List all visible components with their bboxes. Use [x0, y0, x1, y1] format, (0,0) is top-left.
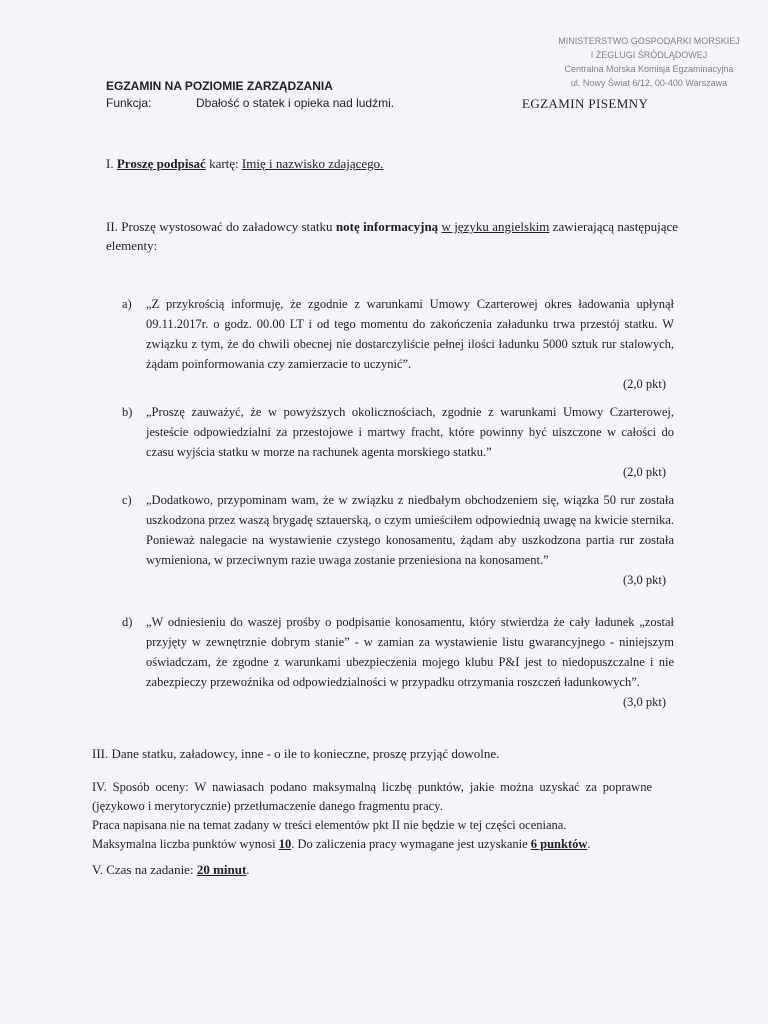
section-1	[106, 154, 686, 173]
section-2	[106, 217, 678, 255]
grading-text: Praca napisana nie na temat zadany w treści elementów pkt II nie będzie w tej części oceniana.	[92, 818, 567, 832]
stamp-line: MINISTERSTWO GOSPODARKI MORSKIEJ	[558, 36, 740, 46]
item-points: (2,0 pkt)	[622, 377, 666, 391]
item-label: b)	[122, 405, 133, 419]
item-text: „Z przykrością informuję, że zgodnie z warunkami Umowy Czarterowej okres ładowania upłynął 09.11.2017r. o godz. 00.00 LT i od tego momentu do zakończenia załadunku trwa przestój statku. W związku z tym, że do chwili obecnej nie dostarczyliście pełnej ilości ładunku 5000 sztuk rur stalowych, żądam poinformowania czy zamierzacie to uczynić”.	[146, 297, 674, 371]
time-limit: 20 minut	[196, 862, 247, 877]
pass-points: 6 punktów	[530, 837, 588, 851]
time-label-end: .	[246, 862, 250, 877]
grading-text-part: . Do zaliczenia pracy wymagane jest uzyskanie	[291, 837, 531, 851]
item-points: (3,0 pkt)	[622, 573, 666, 587]
section-text: Proszę wystosować do załadowcy statku	[117, 219, 336, 234]
exam-title: EGZAMIN NA POZIOMIE ZARZĄDZANIA	[106, 79, 333, 93]
section-4	[92, 778, 652, 854]
grading-text: IV. Sposób oceny: W nawiasach podano maksymalną liczbę punktów, jakie można uzyskać za poprawne (językowo i merytorycznie) przetłumaczenie danego fragmentu pracy.	[92, 780, 652, 813]
grading-text	[92, 835, 652, 854]
section-number: II.	[106, 219, 118, 234]
task-item-a	[122, 294, 674, 394]
sign-instruction: Proszę podpisać	[116, 156, 206, 171]
grading-text-part: Maksymalna liczba punktów wynosi	[92, 837, 279, 851]
item-text: „W odniesieniu do waszej prośby o podpisanie konosamentu, który stwierdza że cały ładunek „został przyjęty w zewnętrznie dobrym stanie” - w zamian za wystawienie listu gwarancyjnego - niniejszym oświadczam, że zgodne z warunkami ubezpieczenia mojego klubu P&I jest to niedopuszczalne i nie zabezpieczy przewoźnika od odpowiedzialności w przypadku otrzymania roszczeń ładunkowych”.	[146, 615, 674, 689]
stamp-line: Centralna Morska Komisja Egzaminacyjna	[564, 64, 734, 74]
section-3: III. Dane statku, załadowcy, inne - o ile to konieczne, proszę przyjąć dowolne.	[92, 746, 500, 761]
section-number: I.	[106, 156, 114, 171]
stamp-line: ul. Nowy Świat 6/12, 00-400 Warszawa	[570, 78, 728, 88]
item-points: (3,0 pkt)	[622, 695, 666, 709]
function-value: Dbałość o statek i opieka nad ludźmi.	[196, 96, 395, 110]
stamp-line: I ŻEGLUGI ŚRÓDLĄDOWEJ	[590, 50, 708, 60]
language-requirement: w języku angielskim	[441, 219, 550, 234]
function-label: Funkcja:	[106, 96, 152, 110]
grading-text-part: .	[587, 837, 591, 851]
max-points: 10	[278, 837, 292, 851]
item-text: „Proszę zauważyć, że w powyższych okolicznościach, zgodnie z warunkami Umowy Czarterowej, jesteście odpowiedzialni za przestojowe i martwy fracht, które powinny być uiszczone w całości do czasu wyjścia statku w morze na rachunek agenta morskiego statku.”	[146, 405, 674, 459]
section-text: kartę:	[205, 156, 242, 171]
task-item-d	[122, 612, 674, 712]
section-text: zawierającą następujące elementy:	[106, 219, 678, 253]
ministry-stamp	[538, 34, 760, 90]
function-row	[106, 95, 394, 112]
item-label: c)	[122, 493, 132, 507]
item-points: (2,0 pkt)	[622, 465, 666, 479]
emphasis-text: notę informacyjną	[335, 219, 439, 234]
exam-type: EGZAMIN PISEMNY	[522, 96, 649, 111]
time-label: V. Czas na zadanie:	[92, 862, 197, 877]
exam-header	[106, 78, 394, 112]
item-label: a)	[122, 297, 132, 311]
item-text: „Dodatkowo, przypominam wam, że w związku z niedbałym obchodzeniem się, wiązka 50 rur została uszkodzona przez waszą brygadę sztauerską, o czym umieściłem odpowiednią uwagę na kwicie sternika. Ponieważ nalegacie na wystawienie czystego konosamentu, żądam aby uszkodzona partia rur została wymieniona, w przeciwnym razie uwaga zostanie przeniesiona na konosament.”	[146, 493, 674, 567]
task-item-c	[122, 490, 674, 590]
section-5	[92, 860, 492, 879]
name-field-label: Imię i nazwisko zdającego.	[241, 156, 384, 171]
item-label: d)	[122, 615, 133, 629]
task-item-b	[122, 402, 674, 482]
